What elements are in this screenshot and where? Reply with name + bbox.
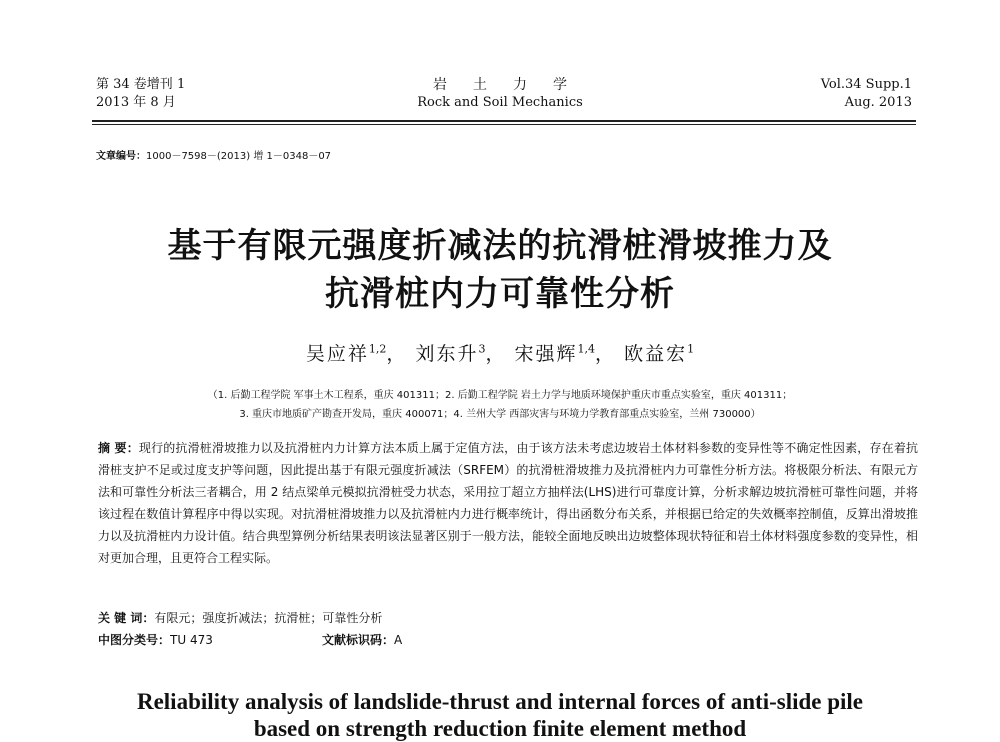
document-code — [322, 631, 402, 648]
date-cn: 2013 年 8 月 — [96, 95, 176, 110]
abstract-text: 现行的抗滑桩滑坡推力以及抗滑桩内力计算方法本质上属于定值方法，由于该方法未考虑边坡岩土体材料参数的变异性等不确定性因素，存在着抗滑桩支护不足或过度支护等问题，因此提出基于有限元强度折减法（SRFEM）的抗滑桩滑坡推力及抗滑桩内力可靠性分析方法。将极限分析法、有限元方法和可靠性分析法三者耦合，用 2 结点梁单元模拟抗滑桩受力状态，采用拉丁超立方抽样法(LHS)进行可靠度计算，分析求解边坡抗滑桩可靠性问题，并将该过程在数值计算程序中得以实现。对抗滑桩滑坡推力以及抗滑桩内力进行概率统计，得出函数分布关系，并根据已给定的失效概率控制值，反算出滑坡推力以及抗滑桩内力设计值。结合典型算例分析结果表明该法显著区别于一般方法，能较全面地反映出边坡整体现状特征和岩土体材料强度参数的变异性，相对更加合理，且更符合工程实际。 — [98, 441, 918, 565]
affiliations-line1: （1. 后勤工程学院 军事土木工程系，重庆 401311；2. 后勤工程学院 岩土力学与地质环境保护重庆市重点实验室，重庆 401311； — [207, 390, 793, 401]
clc-value: TU 473 — [170, 633, 213, 647]
article-number — [96, 147, 331, 162]
abstract — [98, 437, 918, 569]
clc-number — [98, 631, 213, 648]
author-name: 宋强辉 — [514, 343, 578, 365]
document-code-label: 文献标识码： — [322, 633, 395, 647]
affiliations-line2: 3. 重庆市地质矿产勘查开发局，重庆 400071；4. 兰州大学 西部灾害与环境力学教育部重点实验室，兰州 730000） — [239, 409, 761, 420]
volume-en: Vol.34 Supp.1 — [820, 77, 912, 92]
author-name: 刘东升 — [415, 343, 479, 365]
clc-label: 中图分类号： — [98, 633, 171, 647]
document-code-value: A — [394, 633, 403, 647]
journal-name-cn: 岩土力学 — [433, 77, 593, 93]
author-name: 吴应祥 — [305, 343, 369, 365]
author-affiliation-mark: 1 — [687, 342, 695, 356]
title-cn-line2: 抗滑桩内力可靠性分析 — [325, 274, 675, 314]
article-number-value: 1000－7598－(2013) 增 1－0348－07 — [146, 151, 332, 162]
header-rule-thin — [92, 124, 916, 125]
title-en-line2: based on strength reduction finite element method — [253, 716, 747, 741]
abstract-label: 摘 要： — [98, 441, 139, 455]
article-number-label: 文章编号： — [96, 151, 146, 162]
date-en: Aug. 2013 — [844, 95, 912, 110]
title-en-line1: Reliability analysis of landslide-thrust and internal forces of anti-slide pile — [136, 689, 864, 714]
title-cn-line1: 基于有限元强度折减法的抗滑桩滑坡推力及 — [167, 226, 833, 266]
author-affiliation-mark: 1,4 — [577, 342, 596, 356]
header-rule-thick — [92, 120, 916, 122]
author-affiliation-mark: 3 — [478, 342, 486, 356]
keywords-label: 关 键 词： — [98, 611, 155, 625]
keywords-text: 有限元；强度折减法；抗滑桩；可靠性分析 — [154, 611, 383, 625]
header-right — [640, 76, 912, 112]
author-name: 欧益宏 — [624, 343, 688, 365]
journal-name-en: Rock and Soil Mechanics — [417, 95, 583, 110]
keywords — [98, 609, 382, 626]
author-list: 吴应祥$^{1,2}$， 刘东升$^3$， 宋强辉$^{1,4}$， 欧益宏$^1$ — [305, 342, 695, 365]
author-affiliation-mark: 1,2 — [368, 342, 387, 356]
volume-cn: 第 34 卷增刊 1 — [96, 77, 186, 92]
